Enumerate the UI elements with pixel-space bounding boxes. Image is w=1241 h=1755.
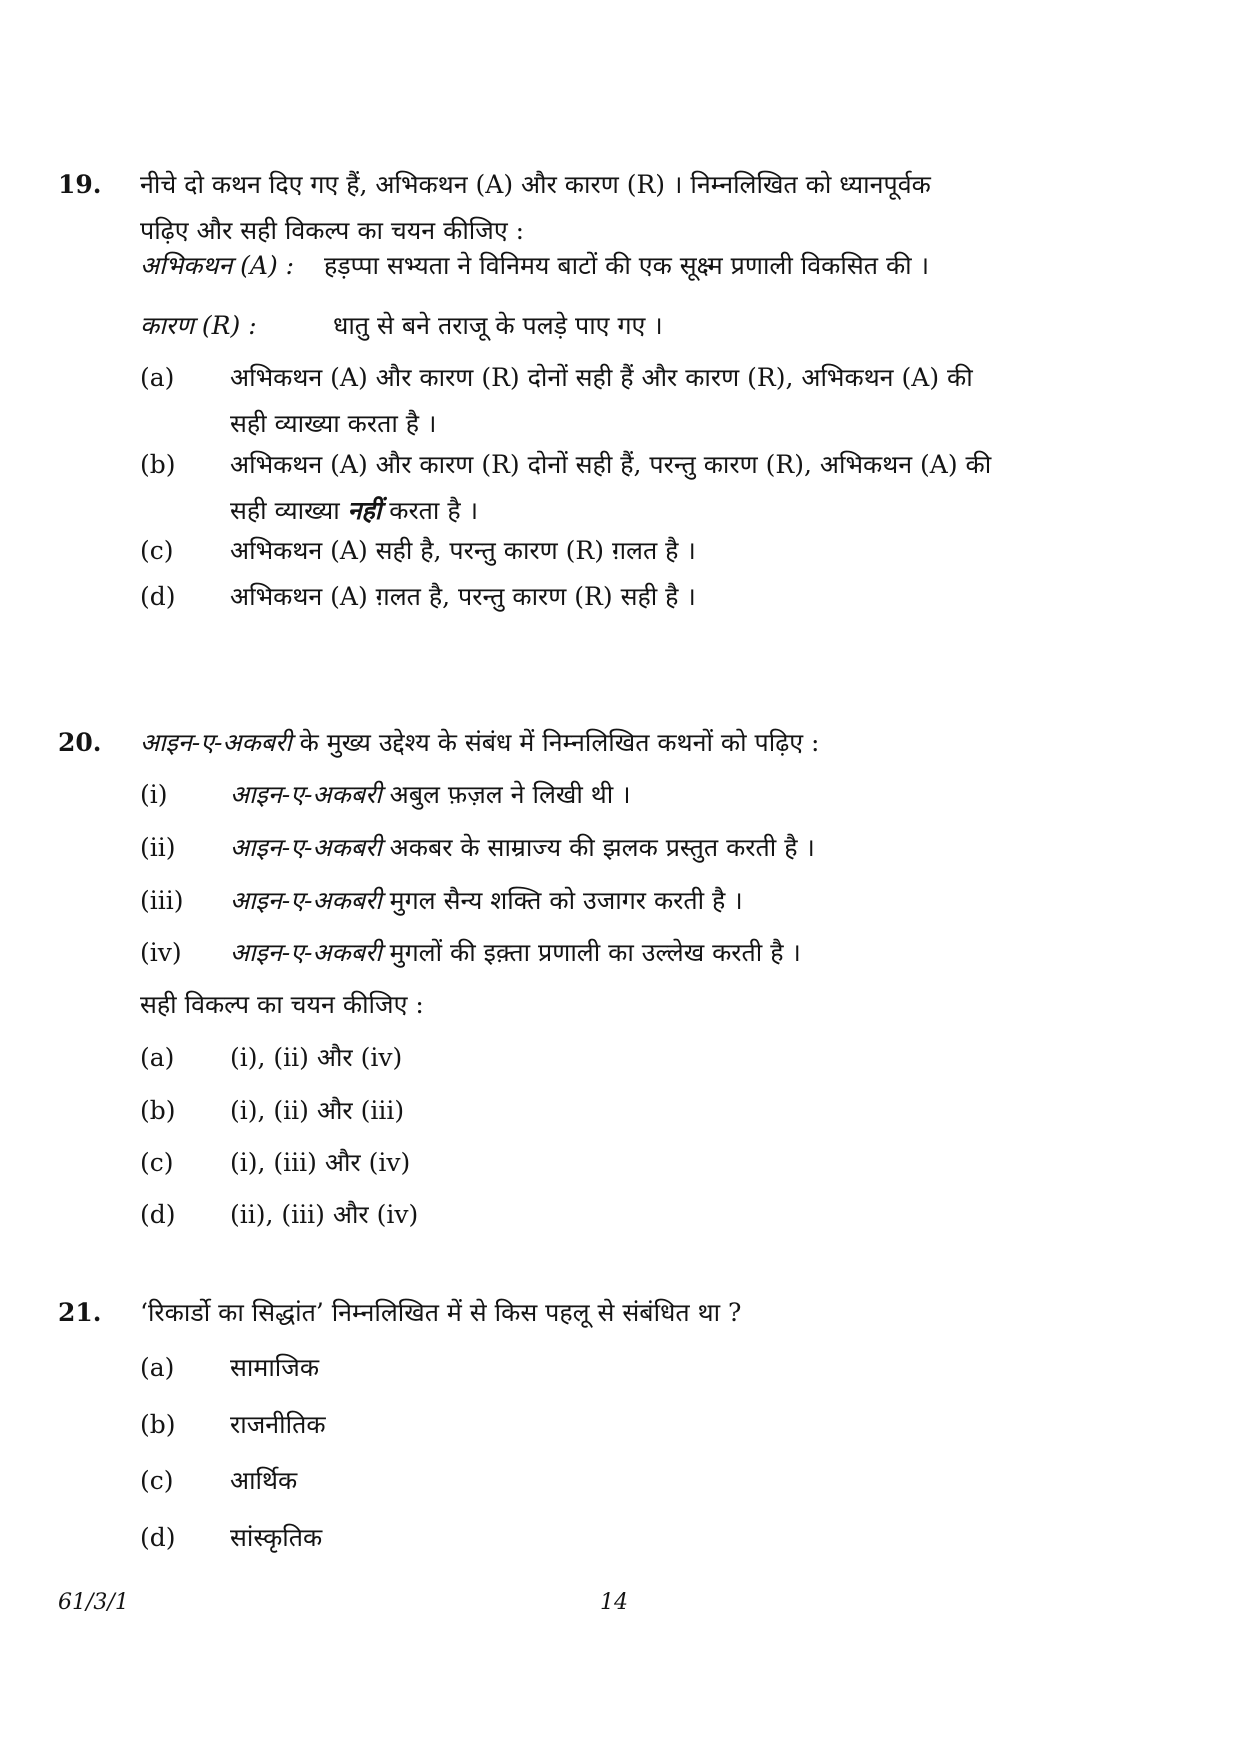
statement-text: मुगलों की इक़्ता प्रणाली का उल्लेख करती है । [381, 938, 801, 967]
question-number: 21. [58, 1298, 102, 1327]
option-text-line-1: अभिकथन (A) और कारण (R) दोनों सही हैं और कारण (R), अभिकथन (A) की [230, 363, 973, 392]
reason-row [140, 308, 663, 342]
option-label: (a) [140, 1353, 175, 1382]
option-text: (i), (ii) और (iv) [230, 1043, 403, 1072]
option-text: अभिकथन (A) सही है, परन्तु कारण (R) ग़लत है । [230, 536, 696, 565]
option-label: (d) [140, 582, 176, 611]
option-text-line-1: अभिकथन (A) और कारण (R) दोनों सही हैं, परन्तु कारण (R), अभिकथन (A) की [230, 450, 992, 479]
question-19 [58, 150, 1138, 690]
paper-code: 61/3/1 [58, 1590, 129, 1615]
question-number: 19. [58, 170, 102, 199]
question-number: 20. [58, 728, 102, 757]
question-stem [140, 162, 1140, 254]
option-text-line-2: सही व्याख्या करता है । [230, 409, 437, 438]
option-label: (d) [140, 1523, 176, 1552]
question-21 [58, 1290, 1138, 1570]
option-text: (ii), (iii) और (iv) [230, 1200, 419, 1229]
reason-text: धातु से बने तराजू के पलड़े पाए गए । [332, 311, 663, 340]
option-text: राजनीतिक [230, 1410, 326, 1439]
option-label: (a) [140, 363, 175, 392]
option-text: सामाजिक [230, 1353, 320, 1382]
option-label: (b) [140, 450, 176, 479]
option-text: आर्थिक [230, 1466, 298, 1495]
option-label: (c) [140, 1148, 174, 1177]
statement-text: मुगल सैन्य शक्ति को उजागर करती है । [381, 886, 743, 915]
question-20 [58, 720, 1138, 1240]
statement-book-title: आइन-ए-अकबरी [230, 886, 382, 915]
stem-line-2: पढ़िए और सही विकल्प का चयन कीजिए : [140, 216, 525, 245]
option-label: (b) [140, 1096, 176, 1125]
option-label: (b) [140, 1410, 176, 1439]
page-number: 14 [600, 1590, 628, 1615]
option-text: (i), (ii) और (iii) [230, 1096, 405, 1125]
stem-text: के मुख्य उद्देश्य के संबंध में निम्नलिखित कथनों को पढ़िए : [291, 728, 820, 757]
option-text: (i), (iii) और (iv) [230, 1148, 411, 1177]
option-text-post: करता है । [381, 496, 479, 525]
option-text: अभिकथन (A) ग़लत है, परन्तु कारण (R) सही है । [230, 582, 696, 611]
statement-book-title: आइन-ए-अकबरी [230, 780, 382, 809]
option-label: (c) [140, 536, 174, 565]
option-label: (a) [140, 1043, 175, 1072]
statement-text: अकबर के साम्राज्य की झलक प्रस्तुत करती है । [381, 833, 815, 862]
option-text-pre: सही व्याख्या [230, 496, 348, 525]
emphasis-not: नहीं [347, 496, 382, 525]
assertion-label: अभिकथन (A) : [140, 251, 295, 280]
stem-book-title: आइन-ए-अकबरी [140, 728, 292, 757]
option-label: (d) [140, 1200, 176, 1229]
statement-label: (iv) [140, 938, 182, 967]
statement-label: (iii) [140, 886, 184, 915]
statement-book-title: आइन-ए-अकबरी [230, 833, 382, 862]
reason-label: कारण (R) : [140, 311, 257, 340]
statement-text: अबुल फ़ज़ल ने लिखी थी । [381, 780, 631, 809]
statement-book-title: आइन-ए-अकबरी [230, 938, 382, 967]
statement-label: (i) [140, 780, 168, 809]
choose-instruction: सही विकल्प का चयन कीजिए : [140, 990, 424, 1019]
assertion-row [140, 248, 929, 282]
option-text: सांस्कृतिक [230, 1523, 323, 1552]
stem-line-1: नीचे दो कथन दिए गए हैं, अभिकथन (A) और कारण (R) । निम्नलिखित को ध्यानपूर्वक [140, 170, 931, 199]
question-stem: ‘रिकार्डो का सिद्धांत’ निम्नलिखित में से किस पहलू से संबंधित था ? [140, 1298, 742, 1327]
question-stem [140, 720, 819, 766]
statement-label: (ii) [140, 833, 176, 862]
assertion-text: हड़प्पा सभ्यता ने विनिमय बाटों की एक सूक्ष्म प्रणाली विकसित की । [323, 251, 930, 280]
option-label: (c) [140, 1466, 174, 1495]
